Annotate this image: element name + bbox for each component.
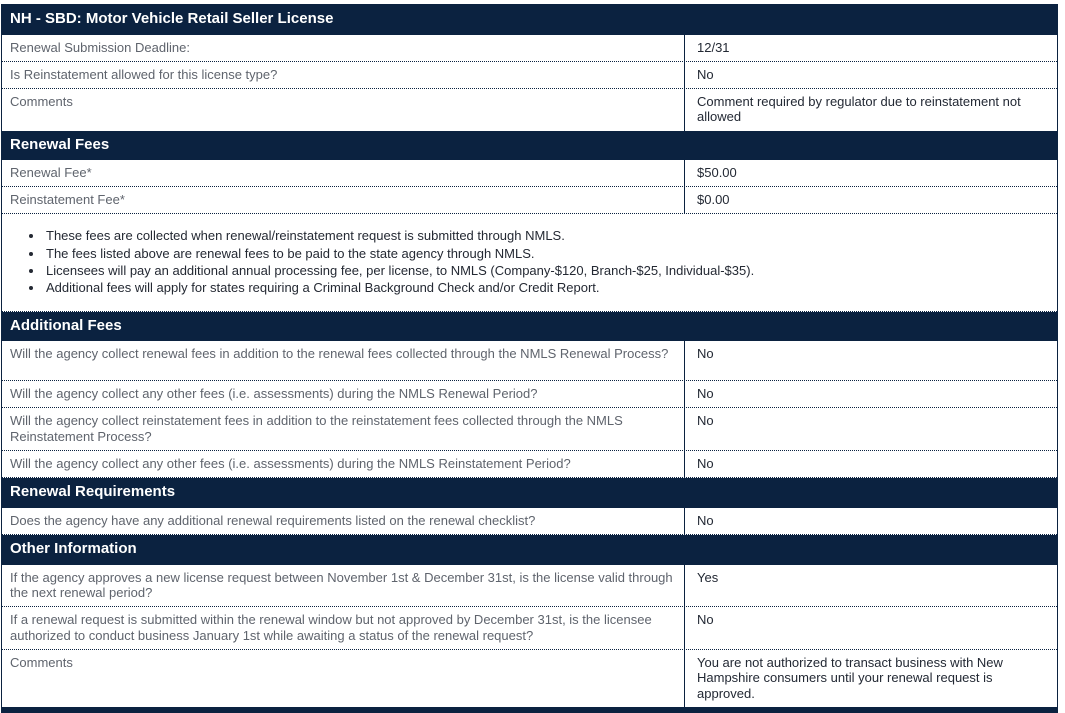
note-item: • Licensees will pay an additional annual processing fee, per license, to NMLS (Company-$120, Branch-$25, Individual-$35). xyxy=(44,262,1037,279)
table-row xyxy=(2,341,1057,381)
row-label: Renewal Fee* xyxy=(2,160,685,186)
table-row xyxy=(2,607,1057,650)
section-header-other-information: Other Information xyxy=(2,535,1057,565)
row-value: No xyxy=(697,612,714,628)
row-value: No xyxy=(697,386,714,402)
row-label: Will the agency collect any other fees (i.e. assessments) during the NMLS Renewal Period? xyxy=(2,381,685,407)
row-value: $50.00 xyxy=(697,165,737,181)
note-item: • These fees are collected when renewal/reinstatement request is submitted through NMLS. xyxy=(44,227,1037,244)
table-row xyxy=(2,62,1057,89)
row-value: $0.00 xyxy=(697,192,730,208)
license-details-table xyxy=(1,4,1058,713)
note-item: • Additional fees will apply for states requiring a Criminal Background Check and/or Credit Report. xyxy=(44,279,1037,296)
row-label: Is Reinstatement allowed for this license type? xyxy=(2,62,685,88)
row-value: Yes xyxy=(697,569,719,585)
row-label: Will the agency collect any other fees (i.e. assessments) during the NMLS Reinstatement Period? xyxy=(2,451,685,477)
table-row xyxy=(2,89,1057,131)
row-value: Comment required by regulator due to reinstatement not allowed xyxy=(697,93,1021,125)
table-row xyxy=(2,451,1057,478)
row-label: If a renewal request is submitted within the renewal window but not approved by December 31st, is the licensee authorized to conduct business January 1st while awaiting a status of the renewal request? xyxy=(2,607,685,649)
table-row xyxy=(2,408,1057,451)
table-row xyxy=(2,160,1057,187)
row-value: No xyxy=(697,66,714,82)
row-value: No xyxy=(697,346,714,362)
row-label: Renewal Submission Deadline: xyxy=(2,35,685,61)
row-value: No xyxy=(697,512,714,528)
table-row xyxy=(2,650,1057,707)
row-label: Comments xyxy=(2,89,685,131)
table-row xyxy=(2,35,1057,62)
row-label: Will the agency collect renewal fees in addition to the renewal fees collected through the NMLS Renewal Process? xyxy=(2,341,685,380)
fee-notes xyxy=(2,214,1057,311)
table-row xyxy=(2,565,1057,608)
table-row xyxy=(2,187,1057,214)
table-row xyxy=(2,381,1057,408)
row-value: 12/31 xyxy=(697,39,730,55)
table-row xyxy=(2,508,1057,535)
row-value: You are not authorized to transact business with New Hampshire consumers until your renewal request is approved. xyxy=(697,654,1003,701)
row-value: No xyxy=(697,413,714,429)
section-header-additional-fees: Additional Fees xyxy=(2,312,1057,342)
section-header-renewal-requirements: Renewal Requirements xyxy=(2,478,1057,508)
fee-notes-list xyxy=(22,227,1037,295)
note-item: • The fees listed above are renewal fees to be paid to the state agency through NMLS. xyxy=(44,245,1037,262)
table-bottom-bar xyxy=(2,707,1057,712)
row-label: Does the agency have any additional renewal requirements listed on the renewal checklist? xyxy=(2,508,685,534)
row-label: Reinstatement Fee* xyxy=(2,187,685,213)
row-label: If the agency approves a new license request between November 1st & December 31st, is the license valid through the next renewal period? xyxy=(2,565,685,607)
row-value: No xyxy=(697,456,714,472)
section-header-license-title: NH - SBD: Motor Vehicle Retail Seller License xyxy=(2,5,1057,35)
row-label: Comments xyxy=(2,650,685,707)
row-label: Will the agency collect reinstatement fees in addition to the reinstatement fees collected through the NMLS Reinstatement Process? xyxy=(2,408,685,450)
section-header-renewal-fees: Renewal Fees xyxy=(2,131,1057,161)
